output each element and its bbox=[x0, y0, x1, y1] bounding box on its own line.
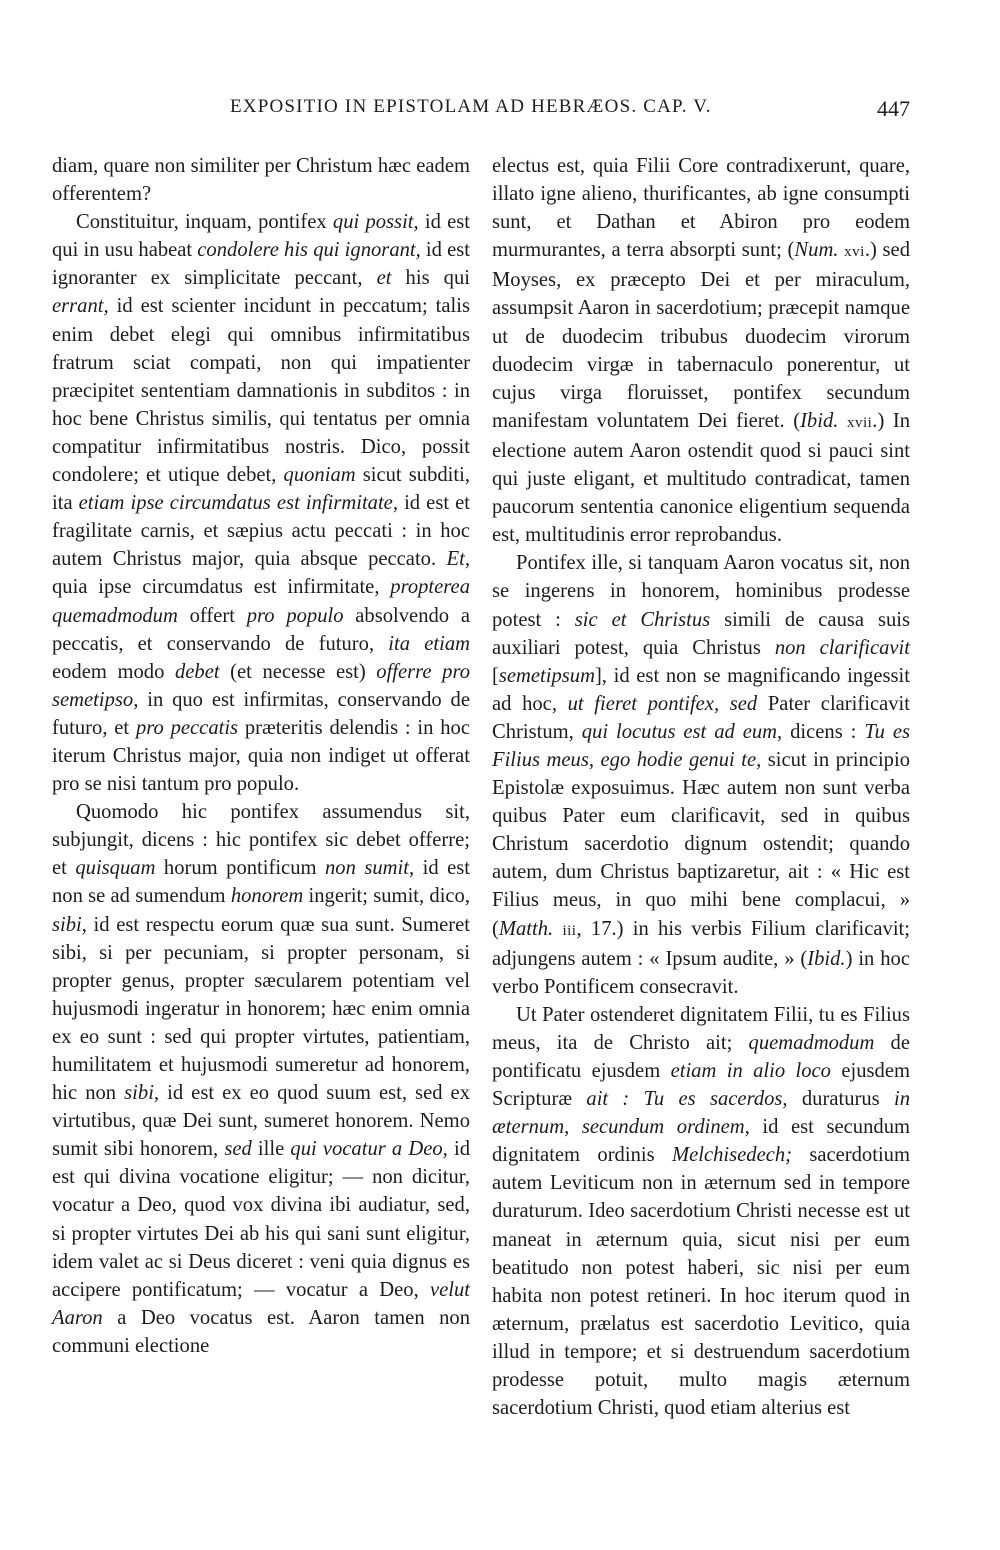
italic-text: Melchisedech; bbox=[671, 1144, 793, 1167]
italic-text: errant, bbox=[52, 295, 109, 318]
text-run: in quo est infirmitas, conservando de futuro, et bbox=[52, 688, 470, 739]
italic-text: sibi, bbox=[124, 1082, 160, 1105]
italic-text: velut Aaron bbox=[52, 1278, 470, 1329]
italic-text: non clarificavit bbox=[774, 636, 910, 659]
text-run: id est ex eo quod suum est, sed ex virtutibus, quæ Dei sunt, sumeret honorem. Nemo sumit sibi honorem, bbox=[52, 1082, 470, 1161]
italic-text: qui locutus est ad eum, bbox=[581, 720, 783, 743]
text-run: id est scienter incidunt in peccatum; talis enim debet elegi qui omnibus infirmitatibus fratrum sciat compati, non qui impatienter præcipitet sententiam damnationis in subditos : in hoc bene Christus similis, qui tentatus per omnia compatitur infirmitatibus nostris. Dico, possit condolere; et utique debet, bbox=[52, 295, 470, 487]
italic-text: non sumit, bbox=[325, 857, 415, 880]
text-run: ille bbox=[251, 1138, 291, 1161]
text-run bbox=[838, 410, 847, 432]
text-run: Ut Pater ostenderet dignitatem Filii, tu es Filius meus, ita de Christo ait; bbox=[492, 1003, 910, 1054]
italic-text: et bbox=[376, 267, 392, 290]
italic-text: sed bbox=[224, 1138, 252, 1161]
text-run: electus est, quia Filii Core contradixerunt, quare, illato igne alieno, thurificantes, ab igne consumpti sunt, et Dathan et Abiron pro eodem murmurantes, a terra absorpti sunt; ( bbox=[492, 155, 910, 262]
text-run: (et necesse est) bbox=[219, 660, 377, 683]
italic-text: propterea quemadmodum bbox=[52, 576, 470, 627]
page-number: 447 bbox=[877, 96, 910, 121]
italic-text: ait : Tu es sacerdos, bbox=[586, 1088, 788, 1111]
text-run: Quomodo hic pontifex assumendus sit, subjungit, dicens : hic pontifex sic debet offerre; et bbox=[52, 801, 470, 880]
text-run: absolvendo a peccatis, et conservando de futuro, bbox=[52, 604, 470, 655]
italic-text: etiam in alio loco bbox=[670, 1060, 831, 1082]
paragraph bbox=[52, 208, 470, 798]
roman-numeral: iii bbox=[562, 922, 577, 939]
paragraph bbox=[492, 152, 910, 549]
text-run: ], id est non se magnificando ingessit ad hoc, bbox=[492, 664, 910, 715]
text-run: quia ipse circumdatus est infirmitate, bbox=[52, 576, 391, 599]
roman-numeral: xvi bbox=[844, 244, 865, 261]
text-run: sacerdotium autem Leviticum non in æternum sed in tempore duraturum. Ideo sacerdotium Christi necesse est ut maneat in æternum quia, sicut nisi per eum beatitudo non potest haberi, sic nisi per eum habita non potest retineri. In hoc iterum quod in æternum, prælatus est sacerdotio Levitico, quia illud in tempore; et si destruendum sacerdotium prodesse potuit, multo magis æternum sacerdotium Christi, quod etiam alterius est bbox=[492, 1144, 910, 1420]
italic-text: in æternum, secundum ordinem, bbox=[492, 1088, 910, 1139]
italic-text: Matth. bbox=[498, 917, 554, 940]
right-column bbox=[492, 152, 910, 1422]
italic-text: etiam ipse circumdatus est infirmitate, bbox=[78, 492, 398, 515]
text-run: simili de causa suis auxiliari potest, quia Christus bbox=[492, 608, 910, 659]
text-run: id est qui divina vocatione eligitur; — non dicitur, vocatur a Deo, quod vox divina ibi audiatur, sed, si propter virtutes Dei ab his qui sani sunt eligitur, idem valet ac si Deus diceret : veni quia dignus es accipere pontificatum; — vocatur a Deo, bbox=[52, 1138, 470, 1301]
text-run: duraturus bbox=[787, 1088, 894, 1111]
paragraph bbox=[492, 549, 910, 1001]
italic-text: Ibid. bbox=[800, 409, 839, 432]
italic-text: offerre pro semetipso, bbox=[52, 660, 470, 711]
text-run: a Deo vocatus est. Aaron tamen non communi electione bbox=[52, 1306, 470, 1357]
text-run: eodem modo bbox=[52, 660, 175, 683]
italic-text: ita etiam bbox=[388, 632, 470, 655]
italic-text: qui vocatur a Deo, bbox=[290, 1138, 448, 1161]
italic-text: Num. bbox=[794, 239, 839, 262]
italic-text: sic et Christus bbox=[574, 608, 711, 631]
italic-text: pro peccatis bbox=[135, 716, 239, 739]
italic-text: Et, bbox=[446, 548, 470, 571]
text-run: , 17.) in his verbis Filium clarificavit; adjungens autem : « Ipsum audite, » ( bbox=[492, 917, 910, 970]
text-run: ingerit; sumit, dico, bbox=[303, 885, 470, 908]
text-run: id est respectu eorum quæ sua sunt. Sumeret sibi, si per pecuniam, si propter personam, si propter genus, propter sæcularem potentiam vel hujusmodi ingeratur in honorem; hæc enim omnia ex eo sunt : sed qui propter virtutes, patientiam, humilitatem et hujusmodi sumeretur ad honorem, hic non bbox=[52, 913, 470, 1105]
italic-text: ut fieret pontifex, sed bbox=[567, 692, 758, 715]
text-run: id est et fragilitate carnis, et sæpius actu peccati : in hoc autem Christus major, quia absque peccato. bbox=[52, 492, 471, 571]
text-run: id est qui in usu habeat bbox=[52, 211, 470, 262]
italic-text: sibi, bbox=[52, 913, 87, 936]
text-run: diam, quare non similiter per Christum hæc eadem offerentem? bbox=[52, 155, 470, 206]
text-run: id est ignoranter ex simplicitate peccant, bbox=[52, 239, 470, 290]
paragraph bbox=[52, 798, 470, 1360]
italic-text: qui possit, bbox=[332, 211, 419, 234]
paragraph bbox=[492, 1001, 910, 1422]
text-run: his qui bbox=[391, 267, 470, 290]
text-run: .) sed Moyses, ex præcepto Dei et per miraculum, assumpsit Aaron in sacerdotium; præcepit namque ut de duodecim tribubus duodecim virorum duodecim virgæ in tabernaculo ponerentur, ut cujus virga floruisset, pontifex secundum manifestam voluntatem Dei fieret. ( bbox=[492, 239, 910, 432]
italic-text: condolere his qui ignorant, bbox=[197, 239, 421, 262]
italic-text: quoniam bbox=[283, 464, 356, 487]
italic-text: Tu es Filius meus, ego hodie genui te, bbox=[492, 720, 911, 771]
page-header bbox=[52, 96, 910, 126]
italic-text: quisquam bbox=[75, 857, 156, 880]
running-title: EXPOSITIO IN EPISTOLAM AD HEBRÆOS. CAP. V. bbox=[230, 96, 712, 117]
italic-text: debet bbox=[174, 660, 220, 683]
text-run: horum pontificum bbox=[155, 857, 325, 880]
italic-text: quemadmodum bbox=[748, 1031, 875, 1054]
text-run: id est non se ad sumendum bbox=[52, 857, 470, 908]
text-run: de pontificatu ejusdem bbox=[492, 1031, 910, 1082]
text-run: Pontifex ille, si tanquam Aaron vocatus sit, non se ingerens in honorem, hominibus prodesse potest : bbox=[492, 552, 910, 631]
text-run: Pater clarificavit Christum, bbox=[492, 692, 910, 743]
italic-text: honorem bbox=[230, 885, 304, 908]
text-run: sicut in principio Epistolæ exposuimus. Hæc autem non sunt verba quibus Pater eum clarificavit, sed in quibus Christum sacerdotio dignum ostendit; quando autem, dum Christus baptizaretur, ait : « Hic est Filius meus, in quo mihi bene complacui, » ( bbox=[492, 748, 910, 940]
left-column bbox=[52, 152, 470, 1360]
text-run: offert bbox=[177, 604, 247, 627]
text-run: sicut subditi, ita bbox=[52, 464, 470, 515]
roman-numeral: xvii bbox=[846, 414, 873, 431]
italic-text: Ibid. bbox=[807, 947, 846, 970]
italic-text: semetipsum bbox=[498, 664, 595, 687]
text-run: ejusdem Scripturæ bbox=[492, 1060, 910, 1111]
text-run: præteritis delendis : in hoc iterum Christus major, quia non indiget ut offerat pro se nisi tantum pro populo. bbox=[52, 716, 470, 796]
text-run: [ bbox=[492, 664, 499, 687]
italic-text: pro populo bbox=[246, 604, 344, 627]
text-run: ) in hoc verbo Pontificem consecravit. bbox=[492, 947, 910, 998]
text-run: id est secundum dignitatem ordinis bbox=[492, 1116, 911, 1167]
text-run: Constituitur, inquam, pontifex bbox=[76, 211, 333, 234]
text-run: dicens : bbox=[782, 720, 865, 743]
paragraph bbox=[52, 152, 470, 208]
text-run: .) In electione autem Aaron ostendit quod si pauci sint qui juste eligant, et multitudo contradicat, tamen paucorum sententia canonice eligentium sequenda est, multitudinis error reprobandus. bbox=[492, 409, 910, 547]
